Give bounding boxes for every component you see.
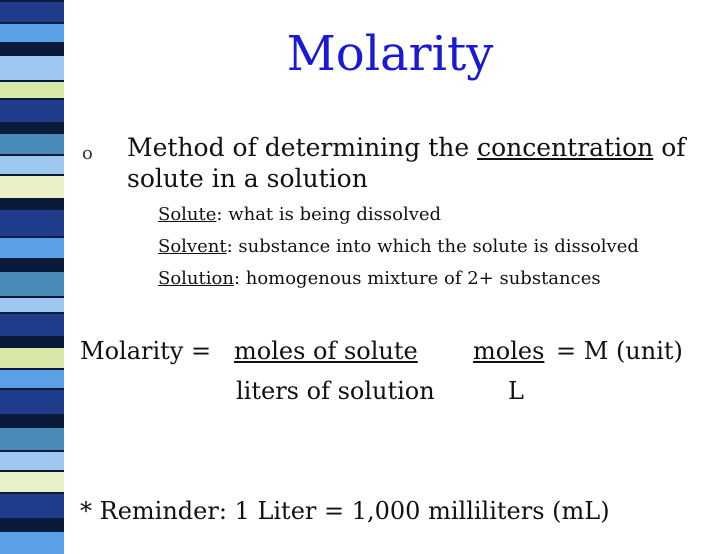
stripe-block	[0, 42, 64, 54]
stripe-block	[0, 530, 64, 554]
reminder-note: * Reminder: 1 Liter = 1,000 milliliters (mL)	[80, 497, 610, 525]
stripe-block	[0, 198, 64, 208]
stripe-block	[0, 122, 64, 132]
stripe-block	[0, 336, 64, 346]
concentration-term: concentration	[477, 133, 654, 162]
definition-term: Solution	[158, 268, 234, 289]
definition-text: : homogenous mixture of 2+ substances	[233, 268, 601, 289]
definition-term: Solvent	[158, 236, 227, 257]
stripe-block	[0, 414, 64, 426]
stripe-block	[0, 174, 64, 198]
formula-lhs: Molarity =	[80, 337, 212, 365]
definition-solution	[158, 268, 601, 289]
stripe-block	[0, 258, 64, 270]
stripe-block	[0, 270, 64, 296]
stripe-block	[0, 450, 64, 470]
stripe-block	[0, 98, 64, 122]
stripe-block	[0, 470, 64, 492]
stripe-block	[0, 54, 64, 80]
definition-term: Solute	[158, 204, 217, 225]
definition-text: : what is being dissolved	[216, 204, 442, 225]
main-bullet-text	[127, 132, 707, 194]
definition-solute	[158, 204, 441, 225]
definition-text: : substance into which the solute is dissolved	[226, 236, 639, 257]
bullet-marker: o	[82, 143, 93, 164]
stripe-block	[0, 518, 64, 530]
unit-denominator: L	[508, 377, 524, 405]
stripe-block	[0, 368, 64, 388]
decorative-stripe	[0, 0, 64, 540]
stripe-block	[0, 296, 64, 312]
stripe-block	[0, 388, 64, 414]
stripe-block	[0, 346, 64, 368]
unit-numerator: moles	[473, 337, 545, 365]
stripe-block	[0, 132, 64, 154]
unit-equals: = M (unit)	[556, 337, 683, 365]
stripe-block	[0, 312, 64, 336]
stripe-block	[0, 80, 64, 98]
stripe-block	[0, 208, 64, 236]
bullet-text-after: of solute in a solution	[127, 133, 686, 193]
stripe-block	[0, 426, 64, 450]
slide-title: Molarity	[286, 26, 494, 82]
stripe-block	[0, 492, 64, 518]
formula-denominator: liters of solution	[236, 377, 435, 405]
definition-solvent	[158, 236, 639, 257]
stripe-block	[0, 154, 64, 174]
bullet-text-before: Method of determining the	[127, 133, 478, 162]
stripe-block	[0, 0, 64, 22]
formula-numerator: moles of solute	[234, 337, 418, 365]
stripe-block	[0, 236, 64, 258]
stripe-block	[0, 22, 64, 42]
